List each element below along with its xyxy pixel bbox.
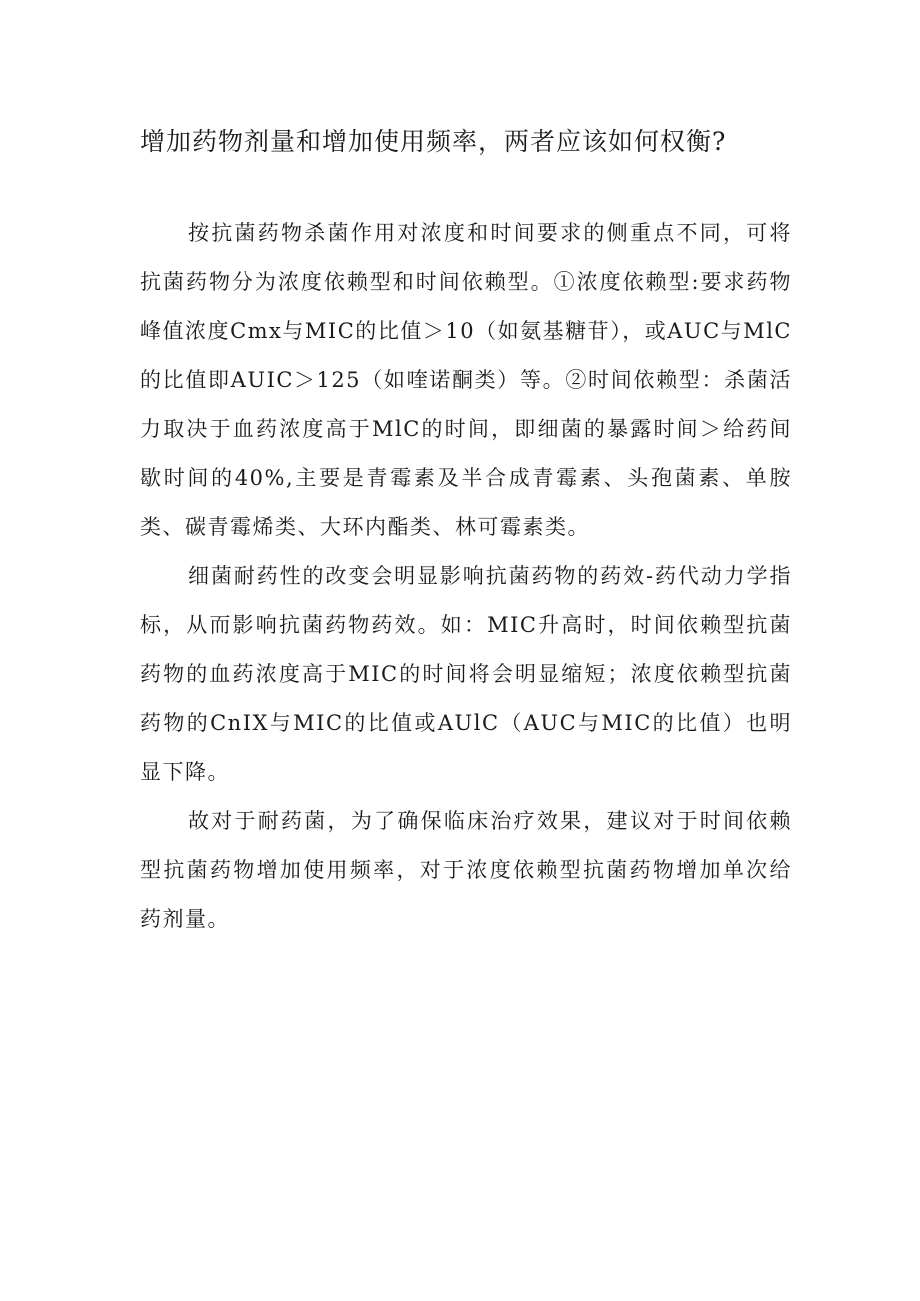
paragraph-1: 按抗菌药物杀菌作用对浓度和时间要求的侧重点不同，可将抗菌药物分为浓度依赖型和时间依赖型。①浓度依赖型:要求药物峰值浓度Cmx与MIC的比值＞10（如氨基糖苷），或AUC与MlC的比值即AUIC＞125（如喹诺酮类）等。②时间依赖型：杀菌活力取决于血药浓度高于MlC的时间，即细菌的暴露时间＞给药间歇时间的40%,主要是青霉素及半合成青霉素、头孢菌素、单胺类、碳青霉烯类、大环内酯类、林可霉素类。 — [140, 221, 792, 539]
document-body — [140, 209, 792, 944]
page-title: 增加药物剂量和增加使用频率，两者应该如何权衡? — [140, 127, 727, 156]
paragraph-2: 细菌耐药性的改变会明显影响抗菌药物的药效-药代动力学指标，从而影响抗菌药物药效。如：MIC升高时，时间依赖型抗菌药物的血药浓度高于MIC的时间将会明显缩短；浓度依赖型抗菌药物的CnIX与MIC的比值或AUlC（AUC与MIC的比值）也明显下降。 — [140, 564, 792, 784]
paragraph-3: 故对于耐药菌，为了确保临床治疗效果，建议对于时间依赖型抗菌药物增加使用频率，对于浓度依赖型抗菌药物增加单次给药剂量。 — [140, 809, 792, 931]
